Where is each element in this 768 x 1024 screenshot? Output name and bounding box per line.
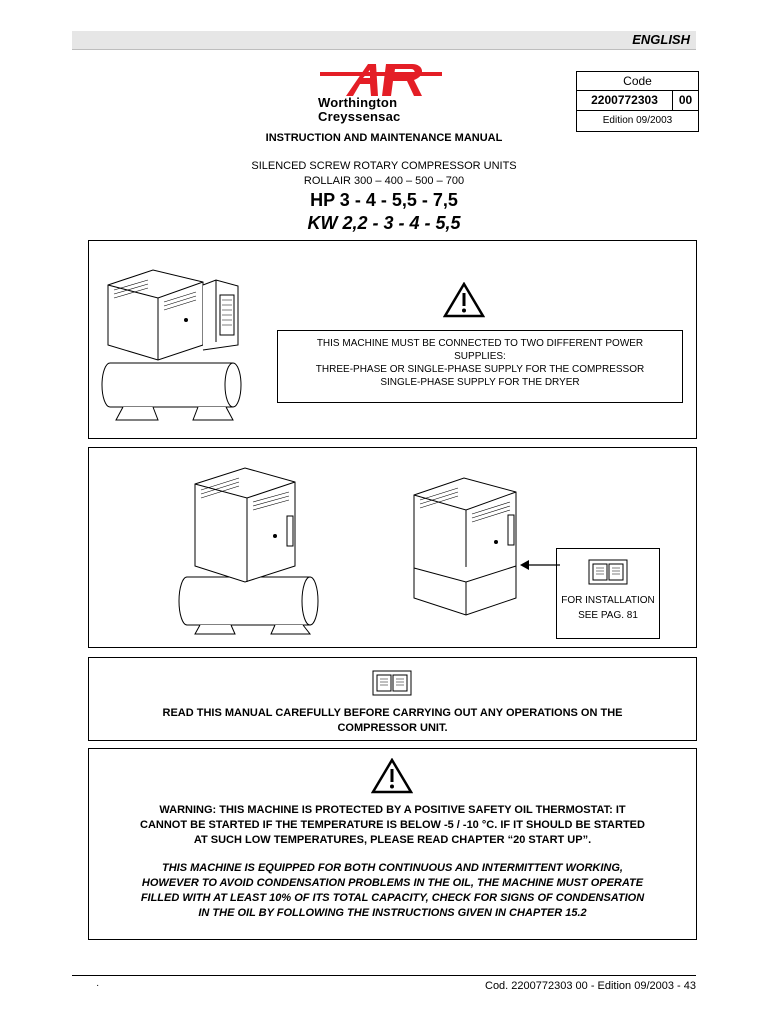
footer-mark: · [96, 980, 100, 991]
condensation-line3: FILLED WITH AT LEAST 10% OF ITS TOTAL CAPACITY, CHECK FOR SIGNS OF CONDENSATION [140, 892, 645, 904]
brand-name-line2: Creyssensac [318, 109, 401, 124]
thermostat-warning-line3: AT SUCH LOW TEMPERATURES, PLEASE READ CHAPTER “20 START UP”. [193, 834, 592, 846]
code-edition: Edition 09/2003 [602, 115, 673, 126]
panel-knob-icon-2 [273, 534, 277, 538]
footer-code: Cod. 2200772303 00 - Edition 09/2003 - 43 [485, 980, 696, 992]
code-number: 2200772303 [577, 91, 673, 111]
footer-divider [72, 975, 696, 976]
read-manual-notice [88, 706, 697, 736]
code-revision: 00 [673, 91, 698, 111]
open-book-icon [372, 670, 412, 696]
arrow-left-icon [520, 558, 560, 572]
warning-triangle-icon [443, 282, 485, 318]
condensation-line2: HOWEVER TO AVOID CONDENSATION PROBLEMS IN THE OIL, THE MACHINE MUST OPERATE [141, 877, 644, 889]
kw-ratings: KW 2,2 - 3 - 4 - 5,5 [307, 213, 461, 233]
installation-reference-box [556, 548, 660, 639]
read-manual-line2: COMPRESSOR UNIT. [337, 722, 448, 734]
condensation-notice [88, 861, 697, 921]
compressor-with-dryer-illustration [98, 250, 248, 430]
brand-name [318, 96, 400, 124]
hp-ratings: HP 3 - 4 - 5,5 - 7,5 [310, 190, 458, 210]
condensation-line4: IN THE OIL BY FOLLOWING THE INSTRUCTIONS GIVEN IN CHAPTER 15.2 [198, 907, 587, 919]
manual-title: INSTRUCTION AND MAINTENANCE MANUAL [265, 132, 503, 144]
language-label: ENGLISH [632, 32, 690, 47]
product-models: ROLLAIR 300 – 400 – 500 – 700 [303, 175, 465, 187]
warning-triangle-icon [371, 758, 413, 794]
installation-line2: SEE PAG. 81 [578, 610, 638, 621]
thermostat-warning-line1: WARNING: THIS MACHINE IS PROTECTED BY A POSITIVE SAFETY OIL THERMOSTAT: IT [159, 804, 626, 816]
read-manual-line1: READ THIS MANUAL CAREFULLY BEFORE CARRYING OUT ANY OPERATIONS ON THE [162, 707, 623, 719]
dual-power-line1: THIS MACHINE MUST BE CONNECTED TO TWO DIFFERENT POWER [316, 338, 644, 349]
dual-power-line3: THREE-PHASE OR SINGLE-PHASE SUPPLY FOR THE COMPRESSOR [315, 364, 645, 375]
code-label: Code [577, 72, 698, 91]
thermostat-warning [88, 803, 697, 848]
panel-knob-icon-3 [494, 540, 498, 544]
dual-power-notice [277, 330, 683, 403]
panel-knob-icon [184, 318, 188, 322]
compressor-tank-unit-illustration [175, 456, 325, 638]
brand-name-line1: Worthington [318, 95, 398, 110]
condensation-line1: THIS MACHINE IS EQUIPPED FOR BOTH CONTINUOUS AND INTERMITTENT WORKING, [162, 862, 623, 874]
language-bar [72, 31, 696, 50]
dual-power-line2: SUPPLIES: [454, 351, 506, 362]
compressor-base-unit-illustration [408, 470, 528, 620]
product-subtitle: SILENCED SCREW ROTARY COMPRESSOR UNITS [251, 160, 517, 172]
installation-line1: FOR INSTALLATION [561, 595, 655, 606]
dual-power-line4: SINGLE-PHASE SUPPLY FOR THE DRYER [380, 377, 580, 388]
thermostat-warning-line2: CANNOT BE STARTED IF THE TEMPERATURE IS BELOW -5 / -10 °C. IF IT SHOULD BE STARTED [140, 819, 645, 831]
document-code-box [576, 71, 699, 132]
open-book-icon [588, 559, 628, 585]
